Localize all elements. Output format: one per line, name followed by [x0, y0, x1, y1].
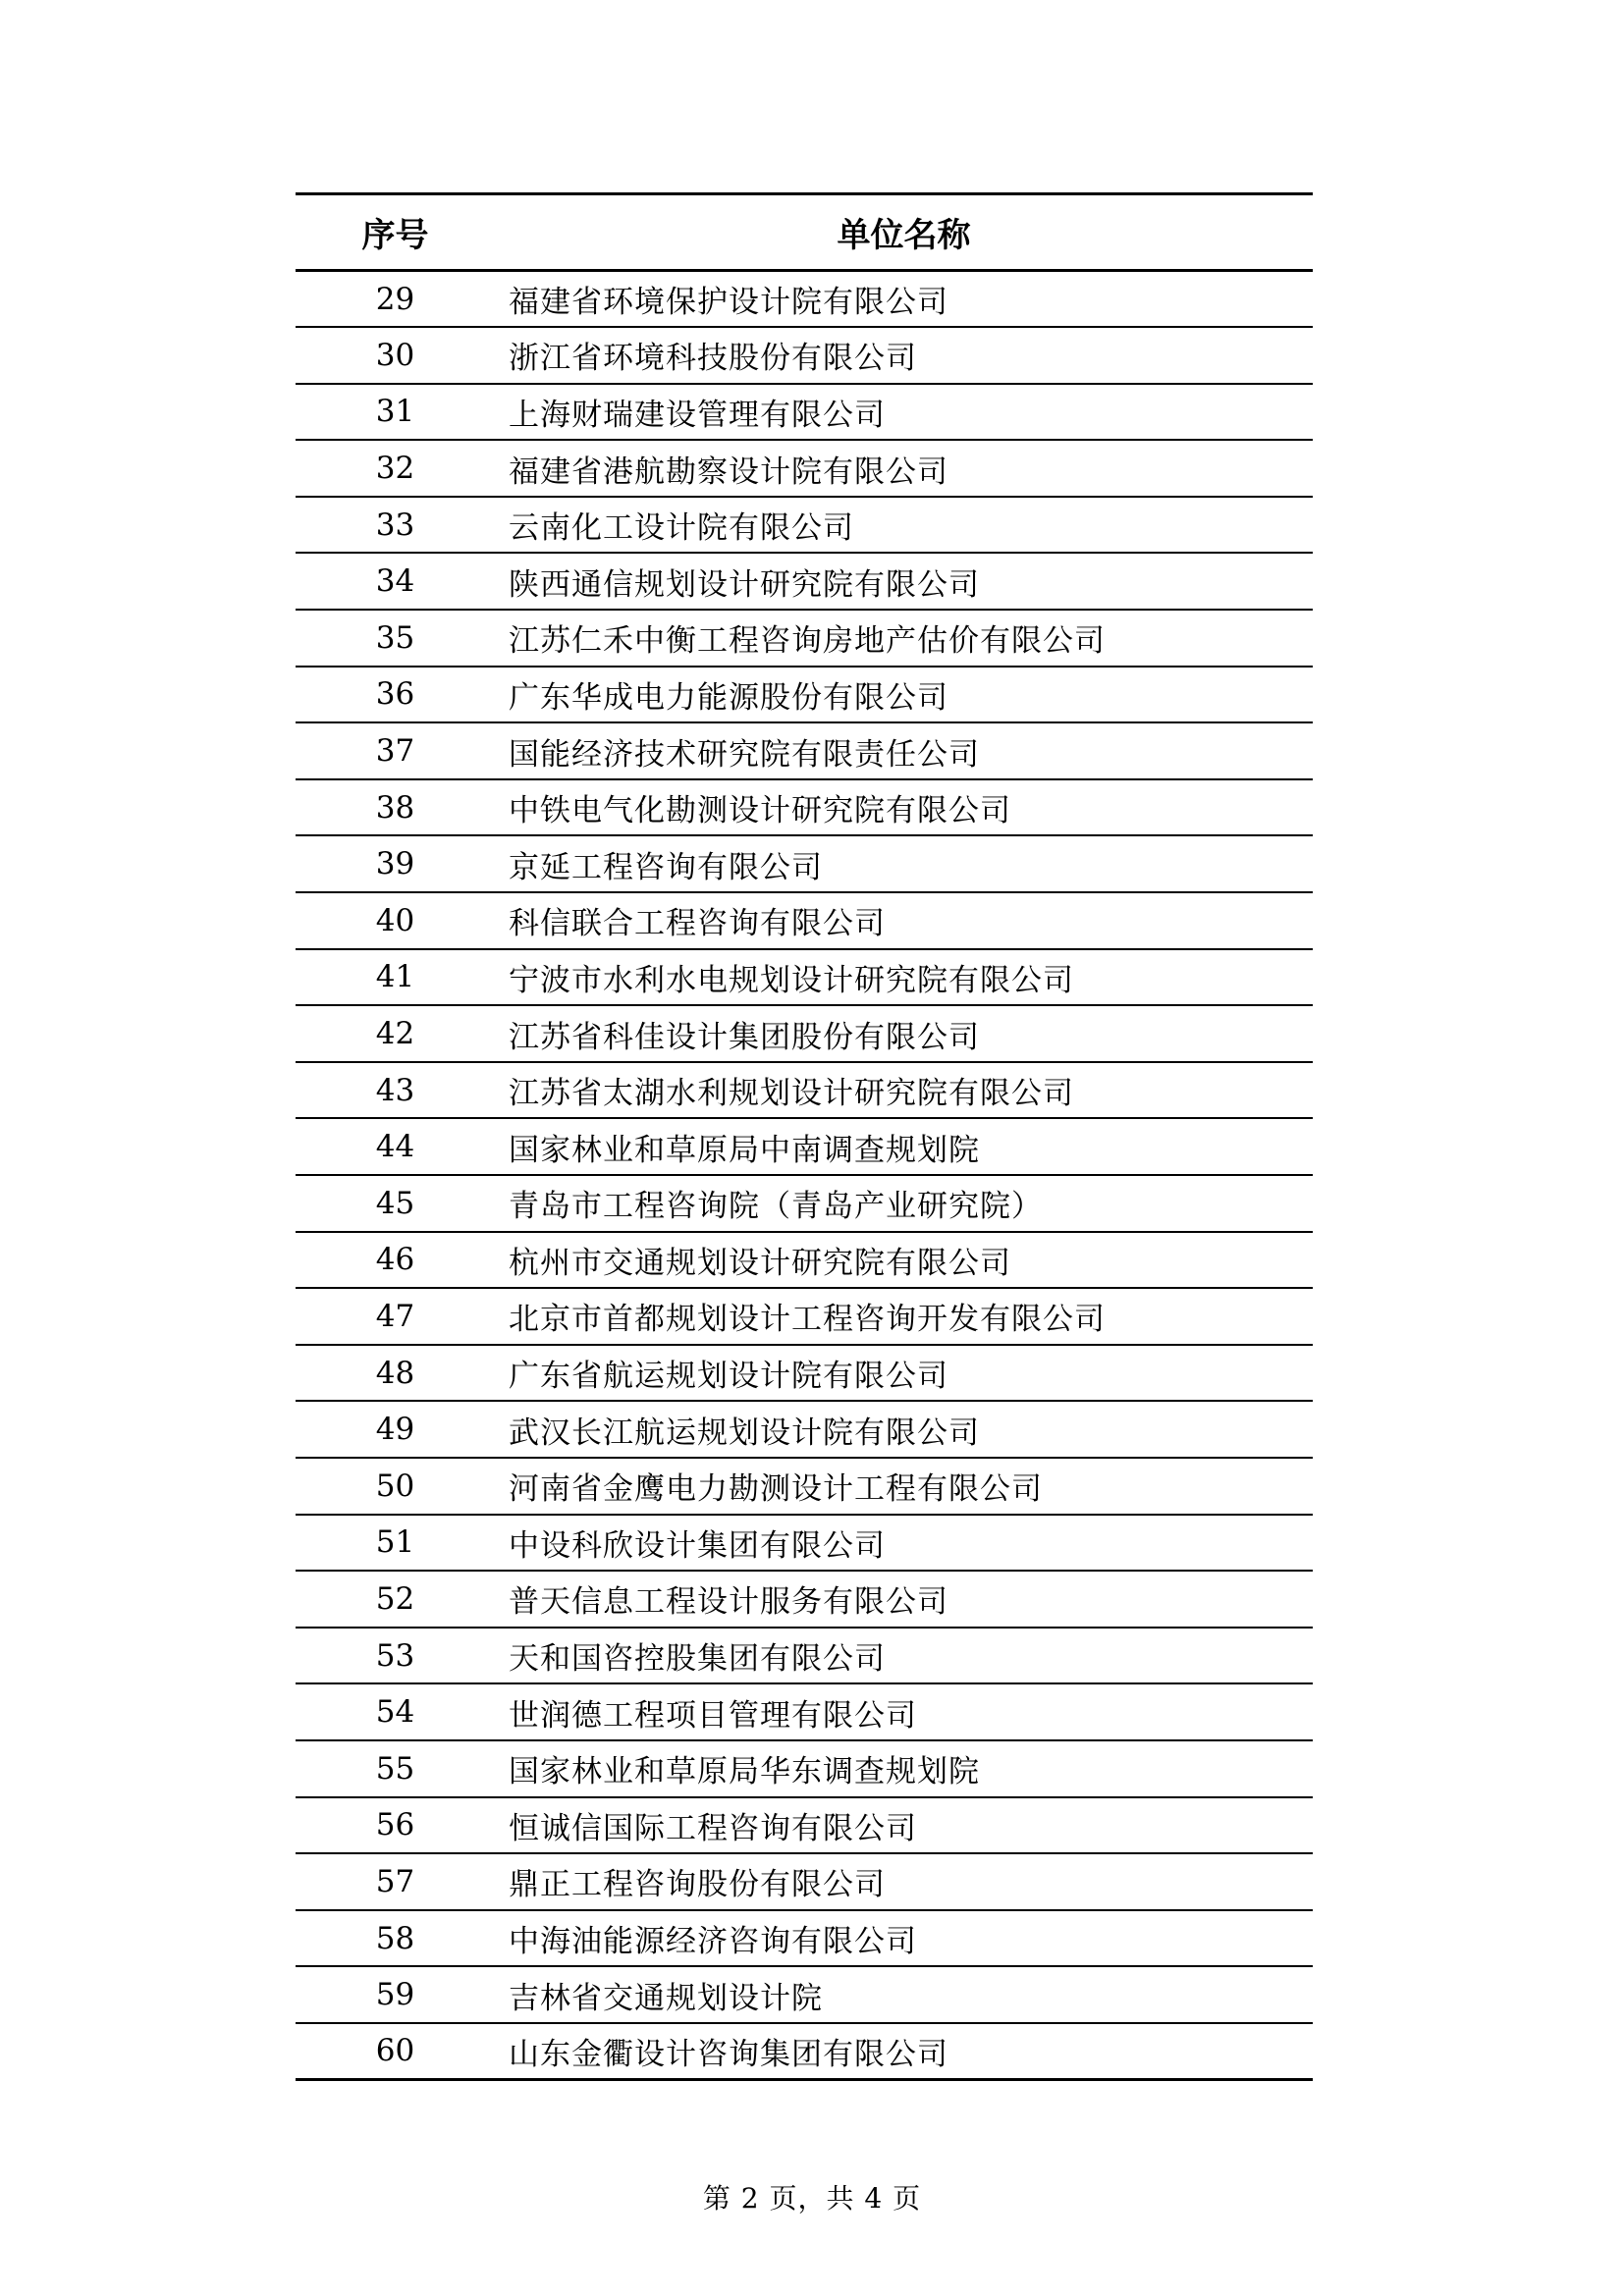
row-number: 51 [375, 1524, 415, 1561]
table-row [296, 1345, 1313, 1402]
row-company-name: 中设科欣设计集团有限公司 [509, 1527, 886, 1564]
row-company-name: 广东华成电力能源股份有限公司 [509, 679, 948, 716]
row-company-name: 国家林业和草原局华东调查规划院 [509, 1754, 980, 1790]
table-row [296, 1571, 1313, 1628]
company-list-table-wrapper [296, 192, 1313, 2081]
table-row [296, 2023, 1313, 2080]
row-number: 41 [375, 959, 415, 995]
row-company-name: 北京市首都规划设计工程咨询开发有限公司 [509, 1302, 1106, 1338]
row-company-name: 江苏省太湖水利规划设计研究院有限公司 [509, 1076, 1074, 1112]
row-number: 55 [375, 1750, 415, 1787]
row-number: 59 [375, 1977, 415, 2013]
row-number: 40 [375, 902, 415, 938]
table-row [296, 949, 1313, 1006]
row-number: 37 [375, 733, 415, 770]
table-row [296, 1232, 1313, 1289]
table-row [296, 1628, 1313, 1684]
row-number: 44 [375, 1129, 415, 1165]
row-number: 53 [375, 1637, 415, 1674]
row-number: 48 [375, 1355, 415, 1391]
row-number: 57 [375, 1863, 415, 1899]
row-number: 34 [375, 563, 415, 600]
row-number: 38 [375, 789, 415, 826]
row-number: 50 [375, 1468, 415, 1504]
row-number: 52 [375, 1580, 415, 1617]
row-company-name: 吉林省交通规划设计院 [509, 1980, 823, 2016]
row-number: 42 [375, 1016, 415, 1052]
row-number: 54 [375, 1694, 415, 1731]
row-company-name: 山东金衢设计咨询集团有限公司 [509, 2036, 948, 2072]
row-company-name: 江苏省科佳设计集团股份有限公司 [509, 1019, 980, 1055]
row-company-name: 福建省环境保护设计院有限公司 [509, 285, 948, 321]
table-row [296, 667, 1313, 723]
row-company-name: 世润德工程项目管理有限公司 [509, 1697, 917, 1734]
row-number: 31 [375, 394, 415, 430]
row-number: 35 [375, 619, 415, 656]
table-row [296, 1515, 1313, 1572]
table-row [296, 1401, 1313, 1458]
table-row [296, 1062, 1313, 1119]
table-row [296, 835, 1313, 892]
table-row [296, 497, 1313, 554]
row-company-name: 陕西通信规划设计研究院有限公司 [509, 566, 980, 603]
table-row [296, 440, 1313, 497]
row-company-name: 武汉长江航运规划设计院有限公司 [509, 1415, 980, 1451]
table-header [296, 194, 1313, 271]
row-number: 29 [375, 281, 415, 317]
header-number: 序号 [361, 216, 429, 255]
row-company-name: 杭州市交通规划设计研究院有限公司 [509, 1245, 1011, 1281]
row-number: 56 [375, 1807, 415, 1843]
row-company-name: 恒诚信国际工程咨询有限公司 [509, 1810, 917, 1846]
table-row [296, 271, 1313, 328]
row-company-name: 广东省航运规划设计院有限公司 [509, 1359, 948, 1395]
table-row [296, 553, 1313, 610]
row-company-name: 中海油能源经济咨询有限公司 [509, 1924, 917, 1960]
row-number: 32 [375, 451, 415, 487]
table-row [296, 1118, 1313, 1175]
page-footer: 第 2 页，共 4 页 [702, 2182, 922, 2215]
row-number: 45 [375, 1185, 415, 1221]
row-company-name: 浙江省环境科技股份有限公司 [509, 341, 917, 377]
row-company-name: 天和国咨控股集团有限公司 [509, 1641, 886, 1678]
table-row [296, 892, 1313, 949]
header-name: 单位名称 [837, 216, 971, 255]
row-company-name: 江苏仁禾中衡工程咨询房地产估价有限公司 [509, 623, 1106, 660]
row-number: 39 [375, 846, 415, 882]
row-number: 30 [375, 337, 415, 373]
row-company-name: 上海财瑞建设管理有限公司 [509, 397, 886, 433]
table-row [296, 1797, 1313, 1854]
row-company-name: 中铁电气化勘测设计研究院有限公司 [509, 793, 1011, 829]
row-company-name: 国能经济技术研究院有限责任公司 [509, 736, 980, 773]
row-number: 36 [375, 676, 415, 713]
table-row [296, 1853, 1313, 1910]
table-row [296, 722, 1313, 779]
row-company-name: 鼎正工程咨询股份有限公司 [509, 1867, 886, 1903]
table-row [296, 1458, 1313, 1515]
row-company-name: 福建省港航勘察设计院有限公司 [509, 454, 948, 490]
table-row [296, 779, 1313, 836]
table-row [296, 1740, 1313, 1797]
table-row [296, 610, 1313, 667]
table-row [296, 384, 1313, 441]
table-row [296, 1683, 1313, 1740]
row-number: 47 [375, 1298, 415, 1334]
row-company-name: 京延工程咨询有限公司 [509, 849, 823, 885]
company-list-table [296, 192, 1313, 2081]
row-company-name: 科信联合工程咨询有限公司 [509, 906, 886, 942]
table-row [296, 1288, 1313, 1345]
table-row [296, 327, 1313, 384]
row-company-name: 河南省金鹰电力勘测设计工程有限公司 [509, 1471, 1043, 1508]
row-company-name: 普天信息工程设计服务有限公司 [509, 1584, 948, 1621]
table-row [296, 1005, 1313, 1062]
row-company-name: 云南化工设计院有限公司 [509, 510, 854, 547]
table-body [296, 271, 1313, 2080]
row-number: 58 [375, 1920, 415, 1956]
row-number: 60 [375, 2033, 415, 2069]
table-row [296, 1175, 1313, 1232]
row-company-name: 国家林业和草原局中南调查规划院 [509, 1132, 980, 1168]
row-number: 49 [375, 1412, 415, 1448]
row-company-name: 宁波市水利水电规划设计研究院有限公司 [509, 962, 1074, 998]
row-number: 43 [375, 1072, 415, 1108]
row-number: 46 [375, 1242, 415, 1278]
header-row [296, 194, 1313, 271]
row-company-name: 青岛市工程咨询院（青岛产业研究院） [509, 1189, 1043, 1225]
table-row [296, 1910, 1313, 1967]
table-row [296, 1966, 1313, 2023]
row-number: 33 [375, 507, 415, 543]
